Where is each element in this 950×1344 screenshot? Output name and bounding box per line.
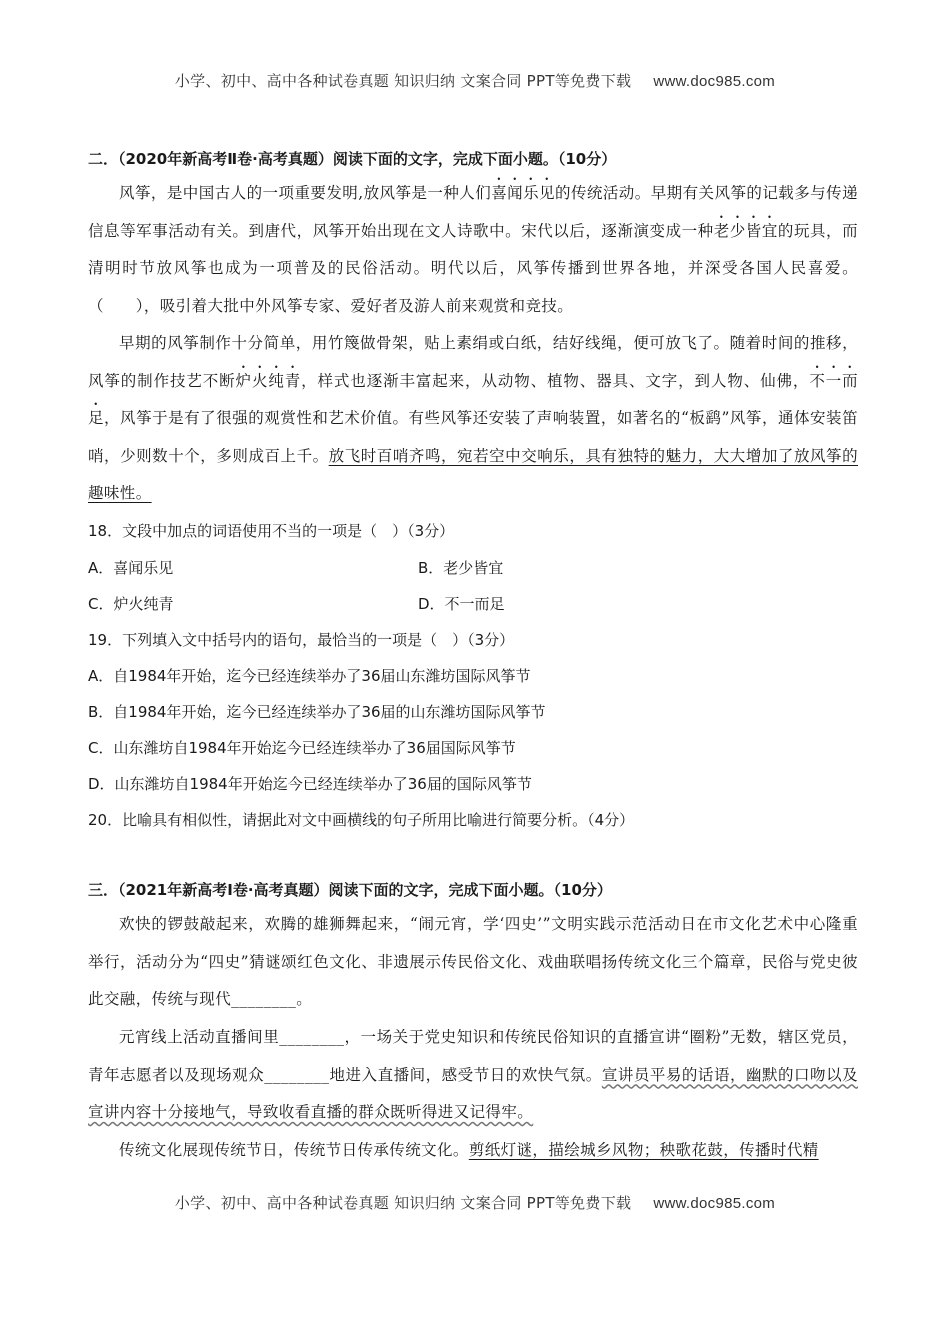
underlined-sentence: 剪纸灯谜，描绘城乡风物；秧歌花鼓，传播时代精 <box>468 1141 819 1159</box>
dotted-word-luhuochunqing: 炉火纯青 <box>235 371 302 390</box>
text-run: ，风筝于是有了很强的观赏性和艺术价值。有些风筝还安装了声响装置，如著名的“板鹞”风筝，通体安装笛哨，少则数十个，多则成百上千。 <box>88 409 858 465</box>
section-3-paragraph-2 <box>88 1019 858 1132</box>
dotted-word-xiwenlejian: 喜闻乐见 <box>491 184 555 202</box>
question-18-stem: 18．文段中加点的词语使用不当的一项是（ ）（3分） <box>88 522 455 540</box>
text-run: 早期的风筝制作十分简单，用竹篾做骨架，贴上素绢或白纸，结好线绳，便可放飞了。随着时间的推移，风筝的制作技艺不断 <box>88 334 858 390</box>
text-run: 元宵线上活动直播间里________，一场关于党史知识和传统民俗知识的直播宣讲“圈粉”无数，辖区党员，青年志愿者以及现场观众________地进入直播间，感受节日的欢快气氛。 <box>88 1028 858 1084</box>
text-run: 的传统活动。早期有关风筝的记载多与传递信息等军事活动有关。到唐代，风筝开始出现在文人诗歌中。宋代以后，逐渐演变成一种 <box>88 184 858 240</box>
section-3-title: 三．（2021年新高考Ⅰ卷·高考真题）阅读下面的文字，完成下面小题。（10分） <box>88 881 612 899</box>
question-19-option-a[interactable]: A．自1984年开始，迄今已经连续举办了36届山东潍坊国际风筝节 <box>88 667 531 685</box>
page-header <box>0 70 950 91</box>
footer-site-link[interactable]: www.doc985.com <box>653 1195 776 1212</box>
underlined-metaphor-sentence: 放飞时百哨齐鸣，宛若空中交响乐，具有独特的魅力，大大增加了放风筝的趣味性。 <box>88 446 858 503</box>
question-18-option-d[interactable]: D．不一而足 <box>418 595 505 613</box>
question-20-stem: 20．比喻具有相似性，请据此对文中画横线的句子所用比喻进行简要分析。（4分） <box>88 811 635 829</box>
question-18-option-a[interactable]: A．喜闻乐见 <box>88 559 174 577</box>
section-2-paragraph-1 <box>88 175 858 325</box>
header-site-link[interactable]: www.doc985.com <box>653 73 776 90</box>
section-2-title: 二．（2020年新高考Ⅱ卷·高考真题）阅读下面的文字，完成下面小题。（10分） <box>88 150 617 168</box>
section-3-paragraph-3 <box>88 1132 858 1170</box>
question-18-option-c[interactable]: C．炉火纯青 <box>88 595 174 613</box>
page-footer <box>0 1192 950 1213</box>
header-text: 小学、初中、高中各种试卷真题 知识归纳 文案合同 PPT等免费下载 <box>174 72 632 90</box>
section-2-paragraph-2 <box>88 325 858 513</box>
wavy-underlined-sentence: 宣讲员平易的话语，幽默的口吻以及宣讲内容十分接地气，导致收看直播的群众既听得进又记得牢。 <box>88 1065 858 1122</box>
question-19-stem: 19．下列填入文中括号内的语句，最恰当的一项是（ ）（3分） <box>88 631 515 649</box>
question-19-option-c[interactable]: C．山东潍坊自1984年开始迄今已经连续举办了36届国际风筝节 <box>88 739 516 757</box>
dotted-word-buyierzu: 不一而足 <box>88 371 858 428</box>
dotted-word-laoshaojieyi: 老少皆宜 <box>713 221 778 240</box>
text-run: 传统文化展现传统节日，传统节日传承传统文化。 <box>119 1141 469 1159</box>
question-19-option-b[interactable]: B．自1984年开始，迄今已经连续举办了36届的山东潍坊国际风筝节 <box>88 703 546 721</box>
text-run: 的玩具，而清明时节放风筝也成为一项普及的民俗活动。明代以后，风筝传播到世界各地，并深受各国人民喜爱。（ ），吸引着大批中外风筝专家、爱好者及游人前来观赏和竞技。 <box>88 221 858 315</box>
text-run: 风筝，是中国古人的一项重要发明,放风筝是一种人们 <box>119 184 492 202</box>
footer-text: 小学、初中、高中各种试卷真题 知识归纳 文案合同 PPT等免费下载 <box>174 1194 632 1212</box>
question-19-option-d[interactable]: D．山东潍坊自1984年开始迄今已经连续举办了36届的国际风筝节 <box>88 775 532 793</box>
section-3-paragraph-1: 欢快的锣鼓敲起来，欢腾的雄狮舞起来，“闹元宵，学‘四史’”文明实践示范活动日在市文化艺术中心隆重举行，活动分为“四史”猜谜颂红色文化、非遗展示传民俗文化、戏曲联唱扬传统文化三个篇章，民俗与党史彼此交融，传统与现代________。 <box>88 915 858 1009</box>
text-run: ，样式也逐渐丰富起来，从动物、植物、器具、文字，到人物、仙佛， <box>301 371 810 390</box>
question-18-option-b[interactable]: B．老少皆宜 <box>418 559 504 577</box>
